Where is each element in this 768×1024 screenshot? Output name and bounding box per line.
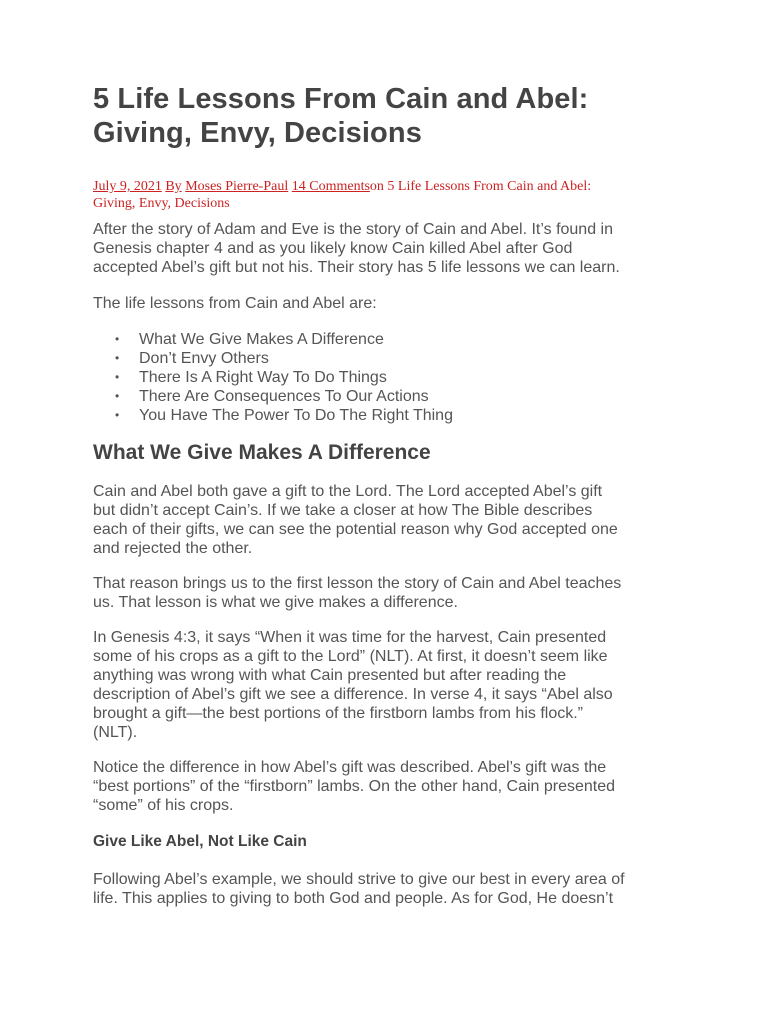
- text-line: Following Abel’s example, we should strive to give our best in every area of: [93, 871, 625, 888]
- bullet-icon: •: [115, 389, 120, 403]
- list-item: [115, 330, 683, 349]
- lessons-list: [93, 330, 683, 425]
- list-item-text: There Are Consequences To Our Actions: [139, 388, 429, 405]
- text-line: accepted Abel’s gift but not his. Their story has 5 life lessons we can learn.: [93, 259, 620, 276]
- text-line: life. This applies to giving to both God and people. As for God, He doesn’t: [93, 890, 614, 907]
- paragraph: [93, 870, 683, 908]
- list-item-text: What We Give Makes A Difference: [139, 331, 384, 348]
- article-meta: [93, 178, 683, 212]
- text-line: “some” of his crops.: [93, 797, 234, 814]
- text-line: and rejected the other.: [93, 540, 253, 557]
- text-line: Notice the difference in how Abel’s gift was described. Abel’s gift was the: [93, 759, 607, 776]
- list-item-text: There Is A Right Way To Do Things: [139, 369, 387, 386]
- section-heading: What We Give Makes A Difference: [93, 441, 431, 464]
- text-line: us. That lesson is what we give makes a difference.: [93, 594, 458, 611]
- byline-by: By: [165, 179, 182, 194]
- list-item-text: Don’t Envy Others: [139, 350, 269, 367]
- text-line: each of their gifts, we can see the potential reason why God accepted one: [93, 521, 618, 538]
- text-line: (NLT).: [93, 724, 138, 741]
- text-line: Cain and Abel both gave a gift to the Lord. The Lord accepted Abel’s gift: [93, 483, 603, 500]
- text-line: In Genesis 4:3, it says “When it was time for the harvest, Cain presented: [93, 629, 607, 646]
- bullet-icon: •: [115, 408, 120, 422]
- list-item: [115, 406, 683, 425]
- text-line: but didn’t accept Cain’s. If we take a closer at how The Bible describes: [93, 502, 593, 519]
- title-line-2: Giving, Envy, Decisions: [93, 117, 422, 149]
- comments-link[interactable]: 14 Comments: [291, 179, 370, 194]
- text-line: description of Abel’s gift we see a difference. In verse 4, it says “Abel also: [93, 686, 613, 703]
- paragraph: [93, 482, 683, 558]
- text-line: some of his crops as a gift to the Lord” (NLT). At first, it doesn’t seem like: [93, 648, 608, 665]
- text-line: That reason brings us to the first lesson the story of Cain and Abel teaches: [93, 575, 622, 592]
- bullet-icon: •: [115, 351, 120, 365]
- bullet-icon: •: [115, 370, 120, 384]
- paragraph: [93, 628, 683, 742]
- paragraph: [93, 758, 683, 815]
- comments-on-text: on 5 Life Lessons From Cain and Abel:: [369, 179, 592, 194]
- subheading: Give Like Abel, Not Like Cain: [93, 833, 307, 850]
- lessons-intro: The life lessons from Cain and Abel are:: [93, 295, 377, 312]
- comments-on-text-line-2: Giving, Envy, Decisions: [93, 196, 230, 211]
- text-line: “best portions” of the “firstborn” lambs. On the other hand, Cain presented: [93, 778, 616, 795]
- article: [93, 82, 683, 908]
- text-line: Genesis chapter 4 and as you likely know Cain killed Abel after God: [93, 240, 573, 257]
- list-item: [115, 387, 683, 406]
- text-line: anything was wrong with what Cain presented but after reading the: [93, 667, 567, 684]
- text-line: After the story of Adam and Eve is the story of Cain and Abel. It’s found in: [93, 221, 613, 238]
- post-date-link[interactable]: July 9, 2021: [93, 179, 162, 194]
- list-item: [115, 349, 683, 368]
- article-title: [93, 82, 683, 150]
- author-link[interactable]: Moses Pierre-Paul: [185, 179, 289, 194]
- list-item: [115, 368, 683, 387]
- intro-paragraph: [93, 220, 683, 277]
- title-line-1: 5 Life Lessons From Cain and Abel:: [93, 83, 589, 115]
- list-item-text: You Have The Power To Do The Right Thing: [139, 407, 453, 424]
- bullet-icon: •: [115, 332, 120, 346]
- paragraph: [93, 574, 683, 612]
- text-line: brought a gift—the best portions of the firstborn lambs from his flock.”: [93, 705, 583, 722]
